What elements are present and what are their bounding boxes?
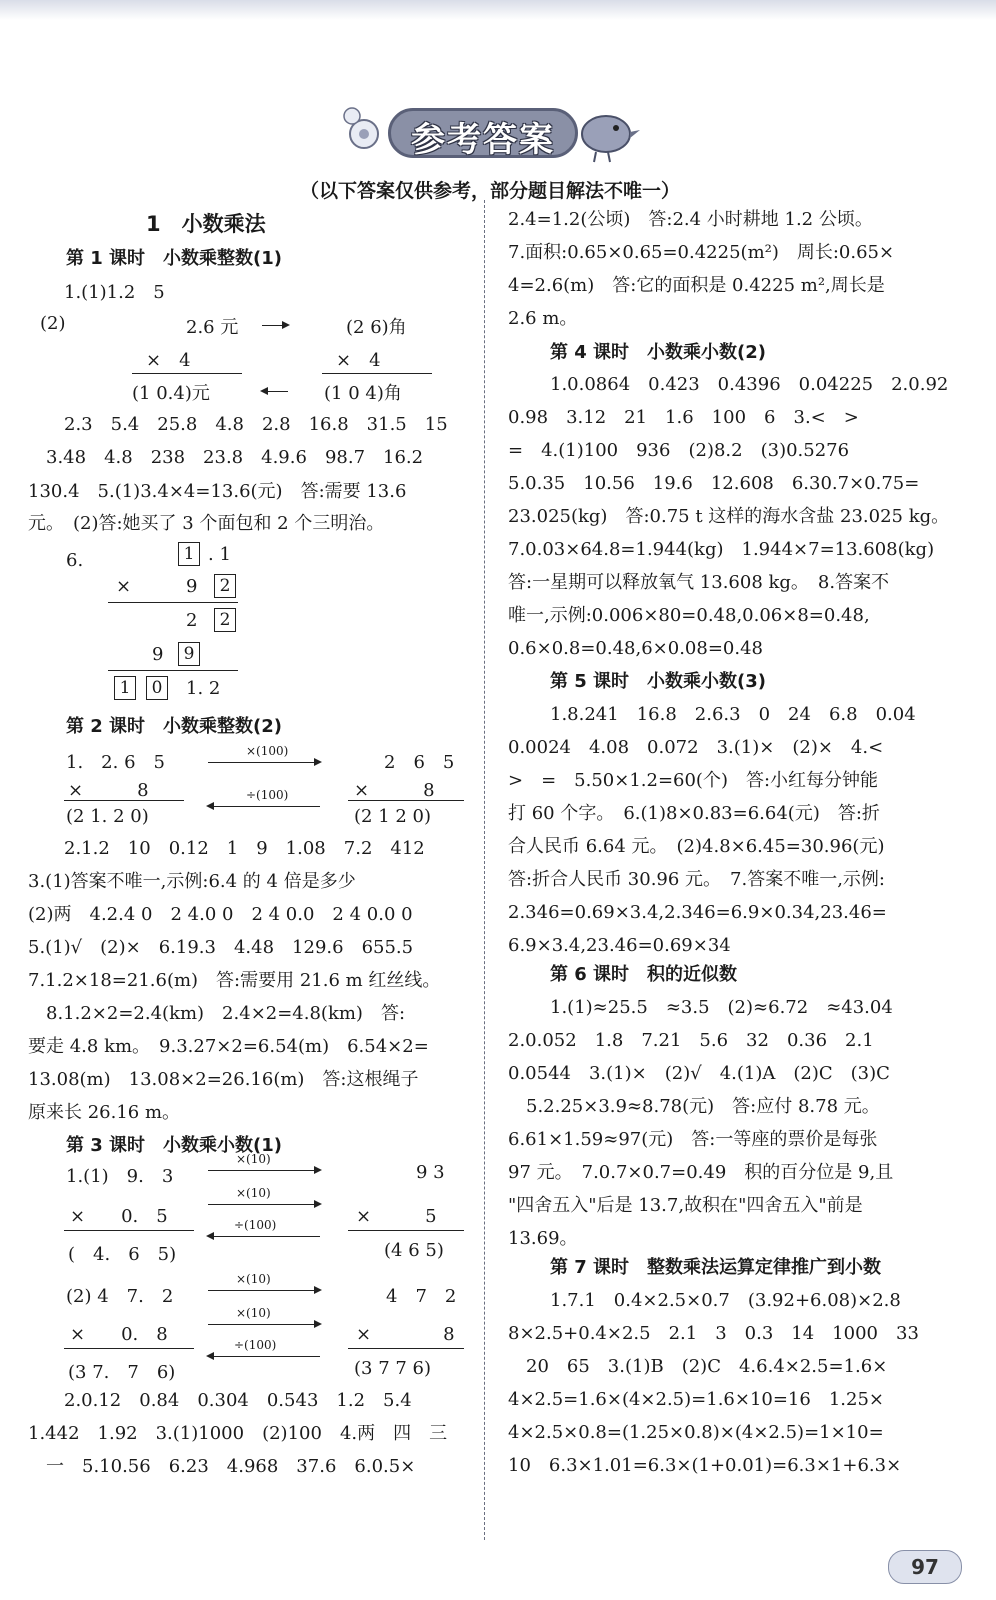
lesson-1-vertical-calc — [32, 313, 472, 403]
answer-box: 1 — [178, 542, 200, 566]
answer-line: 4=2.6(m) 答:它的面积是 0.4225 m²,周长是 — [508, 275, 885, 296]
calc-b-mult: × 8 — [354, 780, 435, 801]
answer-line: 答:一星期可以释放氧气 13.608 kg。 8.答案不 — [508, 572, 890, 593]
lesson-1-heading: 第 1 课时 小数乘整数(1) — [66, 248, 283, 269]
calc-b-top: (2 6)角 — [346, 317, 407, 338]
right-arrow-icon — [262, 325, 288, 326]
arrow-label: ÷(100) — [234, 1338, 277, 1352]
calc-rule — [64, 800, 184, 801]
calc-top: 1.(1) 9. 3 — [66, 1166, 174, 1187]
answer-line: 4×2.5×0.8=(1.25×0.8)×(4×2.5)=1×10= — [508, 1422, 884, 1443]
lesson-3-calc-2 — [28, 1272, 468, 1386]
lesson-3-calc-1 — [28, 1152, 468, 1266]
answer-line: 1.(1)≈25.5 ≈3.5 (2)≈6.72 ≈43.04 — [550, 997, 893, 1018]
right-arrow-icon — [208, 1204, 320, 1205]
answer-line: 13.69。 — [508, 1228, 578, 1249]
answer-line: 3.48 4.8 238 23.8 4.9.6 98.7 16.2 — [46, 447, 424, 468]
q6-row5-rest: 1. 2 — [186, 678, 221, 699]
calc-b-rule — [348, 800, 464, 801]
answer-line: > = 5.50×1.2=60(个) 答:小红每分钟能 — [508, 770, 879, 791]
answer-box: 2 — [214, 574, 236, 598]
answer-box: 2 — [214, 608, 236, 632]
answer-line: 97 元。 7.0.7×0.7=0.49 积的百分位是 9,且 — [508, 1162, 894, 1183]
lesson-2-vertical-calc — [28, 744, 468, 832]
arrow-label: ×(10) — [236, 1272, 271, 1286]
calc-b-mult: × 4 — [336, 350, 381, 371]
answer-line: = 4.(1)100 936 (2)8.2 (3)0.5276 — [508, 440, 850, 461]
answer-line: 7.1.2×18=21.6(m) 答:需要用 21.6 m 红丝线。 — [28, 970, 441, 991]
subtitle: （以下答案仅供参考，部分题目解法不唯一） — [299, 180, 680, 202]
q6-digit: 9 — [186, 576, 198, 597]
calc-b-top: 4 7 2 — [386, 1286, 457, 1307]
calc-b-top: 9 3 — [416, 1162, 445, 1183]
right-arrow-icon — [208, 1290, 320, 1291]
answer-box: 1 — [114, 676, 136, 700]
lesson-4-heading: 第 4 课时 小数乘小数(2) — [550, 342, 767, 363]
q6-label: 6. — [66, 550, 84, 571]
q6-rule — [108, 602, 238, 603]
answer-line: 2.4=1.2(公顷) 答:2.4 小时耕地 1.2 公顷。 — [508, 209, 873, 230]
lesson-2-heading: 第 2 课时 小数乘整数(2) — [66, 716, 283, 737]
answer-line: 20 65 3.(1)B (2)C 4.6.4×2.5=1.6× — [526, 1356, 888, 1377]
column-divider — [484, 200, 485, 1540]
calc-b-mult: × 8 — [356, 1324, 455, 1345]
calc-b-rule — [348, 1348, 464, 1349]
answer-line: (2)两 4.2.4 0 2 4.0 0 2 4 0.0 2 4 0.0 0 — [28, 904, 413, 925]
answer-line: 1.442 1.92 3.(1)1000 (2)100 4.两 四 三 — [28, 1423, 448, 1444]
q6-row1-rest: . 1 — [208, 544, 231, 565]
lesson-6-heading: 第 6 课时 积的近似数 — [550, 964, 738, 985]
answer-banner — [340, 100, 640, 166]
right-arrow-icon — [208, 1170, 320, 1171]
lesson-5-heading: 第 5 课时 小数乘小数(3) — [550, 671, 767, 692]
answer-line: 0.0544 3.(1)× (2)√ 4.(1)A (2)C (3)C — [508, 1063, 890, 1084]
left-arrow-icon — [262, 391, 288, 392]
answer-box: 0 — [146, 676, 168, 700]
answer-line: 1.7.1 0.4×2.5×0.7 (3.92+6.08)×2.8 — [550, 1290, 901, 1311]
calc-b-result: (3 7 7 6) — [354, 1358, 432, 1379]
answer-line: 1.8.241 16.8 2.6.3 0 24 6.8 0.04 — [550, 704, 916, 725]
answer-line: 6.61×1.59≈97(元) 答:一等座的票价是每张 — [508, 1129, 878, 1150]
answer-line: 2.346=0.69×3.4,2.346=6.9×0.34,23.46= — [508, 902, 887, 923]
answer-line: 一 5.10.56 6.23 4.968 37.6 6.0.5× — [46, 1456, 416, 1477]
arrow-label: ÷(100) — [246, 788, 289, 802]
calc-label: (2) — [40, 313, 66, 334]
calc-mult: × 8 — [68, 780, 149, 801]
arrow-label: ÷(100) — [234, 1218, 277, 1232]
answer-line: 要走 4.8 km。 9.3.27×2=6.54(m) 6.54×2= — [28, 1036, 429, 1057]
calc-result: ( 4. 6 5) — [68, 1244, 177, 1265]
q6-digit: 2 — [186, 610, 198, 631]
answer-line: 0.0024 4.08 0.072 3.(1)× (2)× 4.< — [508, 737, 884, 758]
calc-b-top: 2 6 5 — [384, 752, 455, 773]
q6-digit: 9 — [152, 644, 164, 665]
answer-line: 答:折合人民币 30.96 元。 7.答案不唯一,示例: — [508, 869, 885, 890]
answer-line: 打 60 个字。 6.(1)8×0.83=6.64(元) 答:折 — [508, 803, 880, 824]
calc-b-rule — [348, 1230, 464, 1231]
top-decorative-band — [0, 0, 996, 20]
answer-box: 9 — [178, 642, 200, 666]
answer-line: 1.0.0864 0.423 0.4396 0.04225 2.0.92 — [550, 374, 949, 395]
calc-result: (1 0.4)元 — [132, 383, 210, 404]
calc-mult: × 0. 5 — [70, 1206, 168, 1227]
calc-b-result: (1 0 4)角 — [324, 383, 402, 404]
calc-b-rule — [322, 373, 432, 374]
q6-rule — [108, 670, 238, 671]
calc-top: (2) 4 7. 2 — [66, 1286, 174, 1307]
answer-line: 2.0.052 1.8 7.21 5.6 32 0.36 2.1 — [508, 1030, 874, 1051]
arrow-label: ×(10) — [236, 1306, 271, 1320]
lesson-3-heading: 第 3 课时 小数乘小数(1) — [66, 1135, 283, 1156]
answer-line: 7.面积:0.65×0.65=0.4225(m²) 周长:0.65× — [508, 242, 895, 263]
arrow-label: ×(10) — [236, 1186, 271, 1200]
q6-times: × — [116, 576, 132, 597]
answer-line: 23.025(kg) 答:0.75 t 这样的海水含盐 23.025 kg。 — [508, 506, 950, 527]
answer-line: 0.6×0.8=0.48,6×0.08=0.48 — [508, 638, 763, 659]
answer-line: 0.98 3.12 21 1.6 100 6 3.< > — [508, 407, 859, 428]
lesson-1-line: 1.(1)1.2 5 — [64, 282, 165, 303]
answer-line: 5.2.25×3.9≈8.78(元) 答:应付 8.78 元。 — [526, 1096, 880, 1117]
calc-b-mult: × 5 — [356, 1206, 437, 1227]
left-arrow-icon — [208, 1236, 320, 1237]
answer-line: 7.0.03×64.8=1.944(kg) 1.944×7=13.608(kg) — [508, 539, 935, 560]
arrow-label: ×(10) — [236, 1152, 271, 1166]
calc-mult: × 0. 8 — [70, 1324, 168, 1345]
answer-line: 3.(1)答案不唯一,示例:6.4 的 4 倍是多少 — [28, 871, 356, 892]
answer-line: "四舍五入"后是 13.7,故积在"四舍五入"前是 — [508, 1195, 863, 1216]
lesson-7-heading: 第 7 课时 整数乘法运算定律推广到小数 — [550, 1257, 882, 1278]
calc-mult: × 4 — [146, 350, 191, 371]
answer-line: 元。 (2)答:她买了 3 个面包和 2 个三明治。 — [28, 513, 385, 534]
answer-line: 原来长 26.16 m。 — [28, 1102, 181, 1123]
answer-line: 5.0.35 10.56 19.6 12.608 6.30.7×0.75= — [508, 473, 920, 494]
page-number: 97 — [888, 1550, 962, 1584]
answer-line: 5.(1)√ (2)× 6.19.3 4.48 129.6 655.5 — [28, 937, 414, 958]
answer-line: 2.0.12 0.84 0.304 0.543 1.2 5.4 — [64, 1390, 412, 1411]
calc-rule — [64, 1230, 194, 1231]
answer-line: 8×2.5+0.4×2.5 2.1 3 0.3 14 1000 33 — [508, 1323, 919, 1344]
calc-result: (2 1. 2 0) — [66, 806, 149, 827]
answer-line: 10 6.3×1.01=6.3×(1+0.01)=6.3×1+6.3× — [508, 1455, 902, 1476]
answer-line: 2.6 m。 — [508, 308, 578, 329]
answer-line: 4×2.5=1.6×(4×2.5)=1.6×10=16 1.25× — [508, 1389, 884, 1410]
calc-result: (3 7. 7 6) — [68, 1362, 176, 1383]
calc-rule — [64, 1348, 194, 1349]
calc-rule — [132, 373, 242, 374]
answer-line: 合人民币 6.64 元。 (2)4.8×6.45=30.96(元) — [508, 836, 885, 857]
right-arrow-icon — [208, 1324, 320, 1325]
q6-vertical-multiplication — [28, 542, 468, 702]
unit-title: 1 小数乘法 — [146, 212, 266, 236]
answer-line: 8.1.2×2=2.4(km) 2.4×2=4.8(km) 答: — [28, 1003, 406, 1024]
answer-line: 唯一,示例:0.006×80=0.48,0.06×8=0.48, — [508, 605, 870, 626]
right-arrow-icon — [208, 762, 320, 763]
answer-line: 2.1.2 10 0.12 1 9 1.08 7.2 412 — [64, 838, 425, 859]
answer-line: 6.9×3.4,23.46=0.69×34 — [508, 935, 731, 956]
answer-line: 130.4 5.(1)3.4×4=13.6(元) 答:需要 13.6 — [28, 481, 407, 502]
calc-top: 1. 2. 6 5 — [66, 752, 165, 773]
banner-title: 参考答案 — [411, 120, 555, 160]
calc-b-result: (2 1 2 0) — [354, 806, 432, 827]
left-arrow-icon — [208, 806, 320, 807]
answer-line: 13.08(m) 13.08×2=26.16(m) 答:这根绳子 — [28, 1069, 419, 1090]
arrow-label: ×(100) — [246, 744, 289, 758]
calc-b-result: (4 6 5) — [384, 1240, 444, 1261]
calc-top: 2.6 元 — [186, 317, 239, 338]
left-arrow-icon — [208, 1356, 320, 1357]
answer-line: 2.3 5.4 25.8 4.8 2.8 16.8 31.5 15 — [64, 414, 448, 435]
